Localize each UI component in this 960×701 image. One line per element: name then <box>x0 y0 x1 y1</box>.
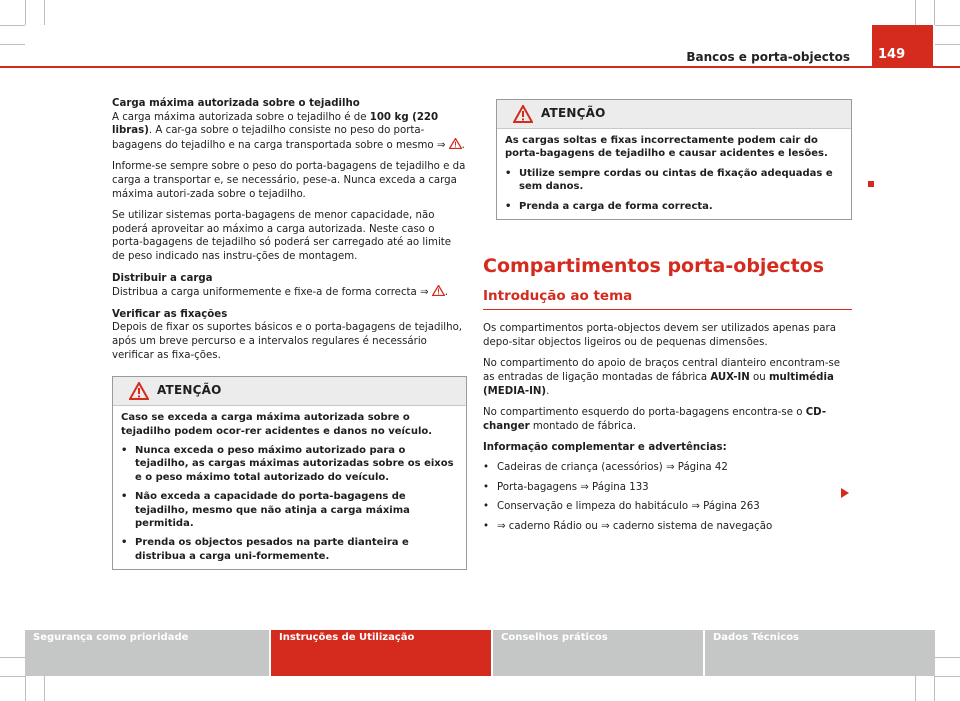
crop-mark <box>935 657 960 658</box>
list-item-text: Prenda os objectos pesados na parte dianteira e distribua a carga uni-formemente. <box>135 537 409 562</box>
warning-intro: As cargas soltas e fixas incorrectamente podem cair do porta-bagagens de tejadilho e causar acidentes e lesões. <box>505 135 828 160</box>
warning-triangle-icon[interactable] <box>432 285 445 296</box>
text: . A car-ga sobre o tejadilho consiste no peso do porta-bagagens do tejadilho e na carga transportada sobre o mesmo ⇒ <box>112 125 449 151</box>
warning-triangle-icon <box>129 382 149 400</box>
section-end-marker <box>868 181 874 187</box>
bullet: • <box>121 444 128 456</box>
list-item-text: Porta-bagagens ⇒ Página 133 <box>497 481 649 493</box>
crop-mark <box>935 44 960 45</box>
section-body <box>483 322 852 533</box>
heading-max-load: Carga máxima autorizada sobre o tejadilho <box>112 98 360 109</box>
paragraph-intro: Os compartimentos porta-objectos devem ser utilizados apenas para depo-sitar objectos ligeiros ou de pequenas dimensões. <box>483 323 836 348</box>
paragraph-weigh-load: Informe-se sempre sobre o peso do porta-bagagens de tejadilho e da carga a transportar e, se necessário, pese-a. Nunca exceda a carga máxima autori-zada sobre o tejadilho. <box>112 161 466 200</box>
header-rule <box>0 66 960 68</box>
list-item-text: Prenda a carga de forma correcta. <box>519 200 713 212</box>
crop-mark <box>0 44 25 45</box>
warning-box <box>112 376 467 570</box>
footer-tab-safety[interactable]: Segurança como prioridade <box>25 630 269 676</box>
heading-check-fixings: Verificar as fixações <box>112 308 228 320</box>
bullet: • <box>505 167 512 179</box>
text: . <box>546 385 550 397</box>
info-heading: Informação complementar e advertências: <box>483 442 727 454</box>
list-item <box>121 444 458 484</box>
text: No compartimento esquerdo do porta-bagagens encontra-se o <box>483 407 806 419</box>
list-item-text: Não exceda a capacidade do porta-bagagens de tejadilho, mesmo que não atinja a carga máxima permitida. <box>135 491 410 529</box>
subsection-title: Introdução ao tema <box>483 287 633 304</box>
footer-nav <box>25 630 935 676</box>
list-item[interactable] <box>483 481 852 495</box>
crop-mark <box>0 657 25 658</box>
running-header-title: Bancos e porta-objectos <box>686 50 850 64</box>
list-item[interactable] <box>483 500 852 514</box>
list-item-text: Conservação e limpeza do habitáculo ⇒ Página 263 <box>497 501 760 513</box>
bold-text: 100 kg (220 libras) <box>112 111 439 137</box>
bold-text: multimédia (MEDIA-IN) <box>483 372 834 397</box>
continue-arrow-icon <box>841 488 849 498</box>
list-item[interactable] <box>483 520 852 534</box>
crop-mark <box>0 676 25 677</box>
crop-mark <box>934 0 935 25</box>
crop-mark <box>935 676 960 677</box>
section <box>483 255 852 310</box>
crop-mark <box>25 0 26 25</box>
section-title: Compartimentos porta-objectos <box>483 255 825 278</box>
crop-mark <box>934 676 935 701</box>
paragraph-cd-changer <box>483 406 852 433</box>
bullet: • <box>505 200 512 212</box>
page-number: 149 <box>872 25 933 67</box>
text: Distribua a carga uniformemente e fixe-a de forma correcta ⇒ <box>112 287 432 299</box>
crop-mark <box>44 676 45 701</box>
crop-mark <box>915 0 916 25</box>
text: No compartimento do apoio de braços central dianteiro encontram-se as entradas de ligação montadas de fábrica <box>483 358 841 383</box>
bullet: • <box>483 501 490 513</box>
paragraph-check-fixings: Depois de fixar os suportes básicos e o porta-bagagens de tejadilho, após um breve percurso e a intervalos regulares é necessário verificar as fixa-ções. <box>112 322 463 361</box>
bold-text: CD-changer <box>483 407 827 432</box>
bullet: • <box>483 481 490 493</box>
crop-mark <box>0 25 25 26</box>
warning-body <box>497 129 851 219</box>
footer-tab-practical-tips[interactable]: Conselhos práticos <box>491 630 703 676</box>
warning-title: ATENÇÃO <box>541 106 606 121</box>
list-item <box>505 167 843 194</box>
text: ou <box>749 372 769 383</box>
bullet: • <box>121 537 128 549</box>
paragraph-max-load: A carga máxima autorizada sobre o tejadilho é de 100 kg (220 libras). A car-ga sobre o tejadilho consiste no peso do porta-bagagens do tejadilho e na carga transportada sobre o mesmo ⇒ . <box>112 111 465 151</box>
bold-text: AUX-IN <box>710 372 750 383</box>
warning-title: ATENÇÃO <box>157 383 222 398</box>
crop-mark <box>25 676 26 701</box>
list-item-text: Nunca exceda o peso máximo autorizado para o tejadilho, as cargas máximas autorizadas sobre os eixos e o peso máximo total autorizado do veículo. <box>135 444 454 483</box>
footer-tab-technical-data[interactable]: Dados Técnicos <box>703 630 935 676</box>
text: montado de fábrica. <box>529 420 637 432</box>
list-item <box>121 536 458 563</box>
paragraph-distribute-load: Distribua a carga uniformemente e fixe-a de forma correcta ⇒ . <box>112 287 449 299</box>
text: A carga máxima autorizada sobre o tejadilho é de <box>112 111 370 123</box>
bullet: • <box>121 491 128 503</box>
list-item <box>505 200 843 213</box>
warning-triangle-icon <box>513 105 533 123</box>
list-item-text: Utilize sempre cordas ou cintas de fixação adequadas e sem danos. <box>519 167 833 193</box>
footer-tab-instructions[interactable]: Instruções de Utilização <box>269 630 491 676</box>
crop-mark <box>44 0 45 25</box>
crop-mark <box>935 25 960 26</box>
bullet: • <box>483 461 490 473</box>
heading-distribute-load: Distribuir a carga <box>112 272 213 284</box>
list-item-text: ⇒ caderno Rádio ou ⇒ caderno sistema de navegação <box>497 520 773 532</box>
paragraph-small-systems: Se utilizar sistemas porta-bagagens de menor capacidade, não poderá aproveitar ao máximo a carga autorizada. Neste caso o porta-bagagens de tejadilho só poderá ser carregado até ao limite de peso indicado nas instru-ções de montagem. <box>112 210 452 262</box>
right-column <box>483 99 852 533</box>
warning-header <box>113 377 466 406</box>
warning-header <box>497 100 851 129</box>
warning-body <box>113 406 466 569</box>
paragraph-aux-in <box>483 357 852 398</box>
left-column <box>112 97 467 570</box>
crop-mark <box>915 676 916 701</box>
list-item-text: Cadeiras de criança (acessórios) ⇒ Página 42 <box>497 461 728 473</box>
warning-intro: Caso se exceda a carga máxima autorizada sobre o tejadilho podem ocor-rer acidentes e danos no veículo. <box>121 412 433 437</box>
bullet: • <box>483 520 490 532</box>
subsection-rule <box>483 309 852 310</box>
warning-box <box>496 99 852 220</box>
list-item <box>121 490 458 530</box>
warning-triangle-icon[interactable] <box>449 138 462 149</box>
list-item[interactable] <box>483 461 852 475</box>
